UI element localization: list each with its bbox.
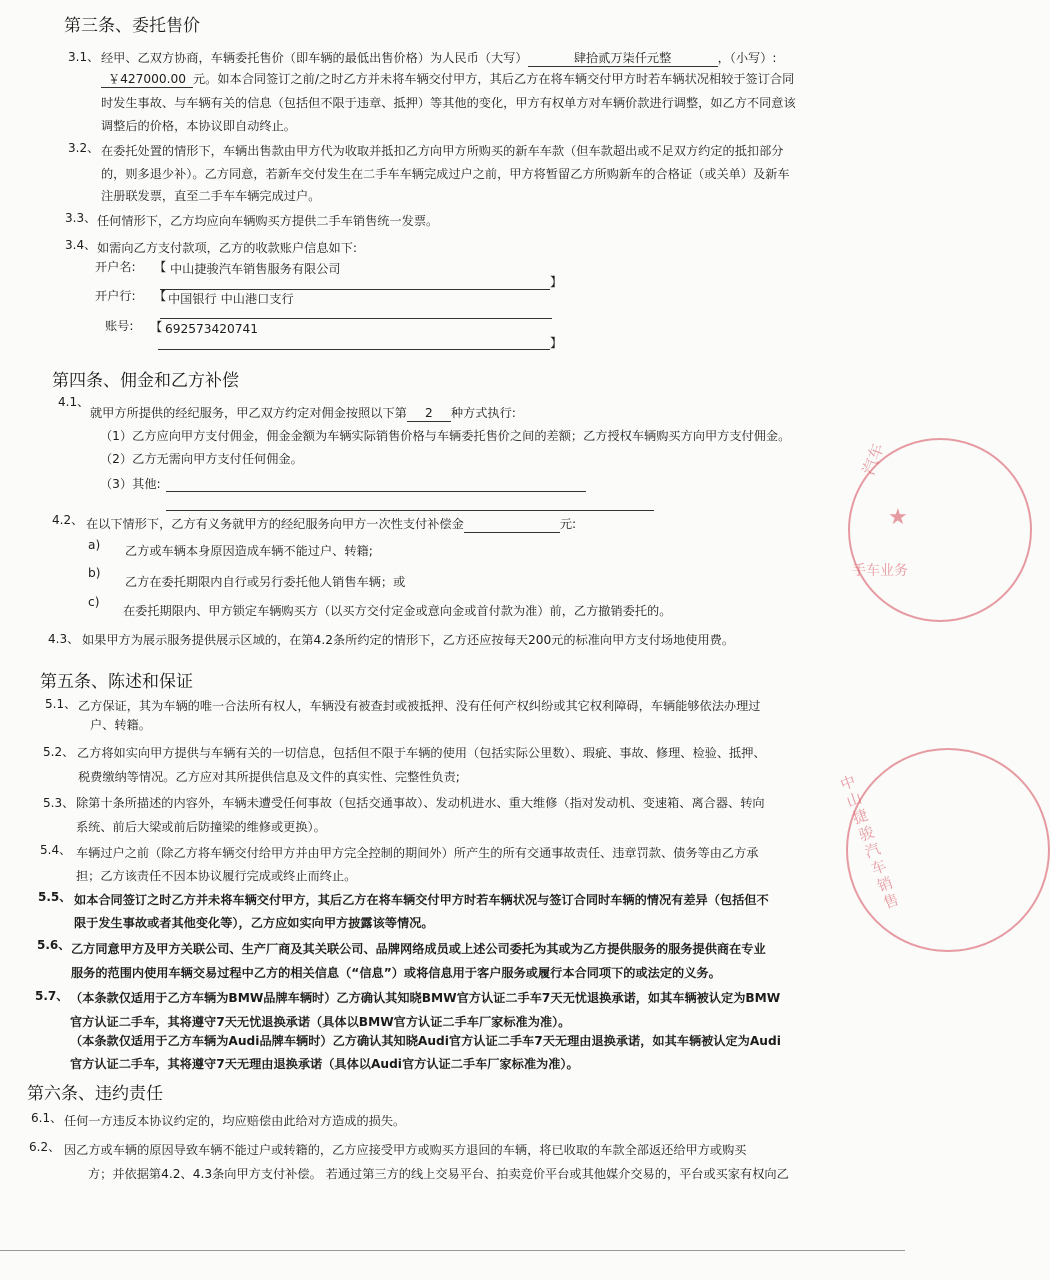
bank-value: 中国银行 中山港口支行	[168, 292, 294, 306]
item-c-label: c)	[88, 595, 100, 609]
clause-5-5-num: 5.5、	[38, 890, 72, 904]
clause-5-4-line1: 车辆过户之前（除乙方将车辆交付给甲方并由甲方完全控制的期间外）所产生的所有交通事故责任、违章罚款、债务等由乙方承	[76, 846, 759, 860]
clause-5-1-line1: 乙方保证，其为车辆的唯一合法所有权人，车辆没有被查封或被抵押、没有任何产权纠纷或其它权利障碍，车辆能够依法办理过	[78, 699, 761, 713]
clause-5-6-line2: 服务的范围内使用车辆交易过程中乙方的相关信息（“信息”）或将信息用于客户服务或履行本合同项下的或法定的义务。	[71, 966, 721, 980]
item-a-text: 乙方或车辆本身原因造成车辆不能过户、转籍;	[125, 544, 373, 558]
seal-star-icon: ★	[888, 505, 908, 530]
clause-4-1-text-a: 就甲方所提供的经纪服务，甲乙双方约定对佣金按照以下第	[90, 406, 407, 420]
clause-3-2-num: 3.2、	[68, 141, 100, 155]
clause-5-7-line3: （本条款仅适用于乙方车辆为Audi品牌车辆时）乙方确认其知晓Audi官方认证二手车7天无理由退换承诺，如其车辆被认定为Audi	[70, 1034, 781, 1048]
clause-5-1-line2: 户、转籍。	[90, 718, 151, 732]
clause-3-1-text-2: 元。如本合同签订之前/之时乙方并未将车辆交付甲方，其后乙方在将车辆交付甲方时若车辆状况相较于签订合同	[193, 72, 795, 86]
clause-6-1-num: 6.1、	[31, 1111, 63, 1125]
clause-3-2-line2: 的，则多退少补）。乙方同意，若新车交付发生在二手车车辆完成过户之前，甲方将暂留乙方所购新车的合格证（或关单）及新车	[101, 167, 790, 181]
page-bottom-edge	[0, 1250, 905, 1251]
clause-4-3-num: 4.3、	[48, 632, 80, 646]
section-5-heading: 第五条、陈述和保证	[40, 672, 193, 692]
clause-6-2-num: 6.2、	[29, 1140, 61, 1154]
section-6-heading: 第六条、违约责任	[27, 1084, 163, 1104]
section-3-heading: 第三条、委托售价	[64, 16, 200, 36]
item-a-label: a)	[88, 538, 101, 552]
seal-top-text-b: 手车业务	[852, 563, 908, 579]
clause-5-2-line2: 税费缴纳等情况。乙方应对其所提供信息及文件的真实性、完整性负责;	[78, 770, 460, 784]
account-name-value: 中山捷骏汽车销售服务有限公司	[170, 262, 341, 276]
account-no-bracket-close: 】	[550, 336, 563, 350]
account-name-bracket-close: 】	[550, 275, 563, 289]
clause-4-1-line1	[90, 406, 516, 422]
clause-4-1-text-b: 种方式执行:	[450, 406, 516, 420]
clause-4-2-text-b: 元:	[559, 517, 577, 531]
compensation-amount	[464, 517, 560, 533]
clause-5-6-num: 5.6、	[37, 938, 71, 952]
clause-3-1-text-a: 经甲、乙双方协商，车辆委托售价（即车辆的最低出售价格）为人民币（大写）	[101, 51, 528, 65]
account-name-underline	[160, 289, 550, 290]
clause-3-1-line2	[101, 72, 794, 88]
clause-3-1-num: 3.1、	[68, 50, 100, 64]
clause-5-4-line2: 担；乙方该责任不因本协议履行完成或终止而终止。	[76, 869, 357, 883]
section-4-heading: 第四条、佣金和乙方补偿	[52, 371, 239, 391]
account-no-bracket-open: 【	[150, 320, 163, 334]
account-no-label: 账号:	[105, 319, 134, 333]
bank-underline	[160, 318, 552, 319]
account-no-underline	[158, 349, 550, 350]
clause-6-2-line1: 因乙方或车辆的原因导致车辆不能过户或转籍的，乙方应接受甲方或购买方退回的车辆，将已收取的车款全部返还给甲方或购买	[64, 1143, 747, 1157]
clause-3-2-line1: 在委托处置的情形下，车辆出售款由甲方代为收取并抵扣乙方向甲方所购买的新车车款（但车款超出或不足双方约定的抵扣部分	[101, 144, 784, 158]
clause-3-1-line3: 时发生事故、与车辆有关的信息（包括但不限于违章、抵押）等其他的变化，甲方有权单方对车辆价款进行调整，如乙方不同意该	[101, 96, 796, 110]
bank-bracket-open: 【	[154, 289, 167, 303]
bank-label: 开户行:	[95, 289, 136, 303]
clause-5-2-line1: 乙方将如实向甲方提供与车辆有关的一切信息，包括但不限于车辆的使用（包括实际公里数）、瑕疵、事故、修理、检验、抵押、	[77, 746, 766, 760]
clause-3-3-line1: 任何情形下，乙方均应向车辆购买方提供二手车销售统一发票。	[97, 214, 439, 228]
clause-3-1-line4: 调整后的价格，本协议即自动终止。	[101, 119, 296, 133]
seal-top-text-a: 汽车	[858, 440, 888, 478]
clause-3-4-line1: 如需向乙方支付款项，乙方的收款账户信息如下:	[97, 241, 358, 255]
clause-5-3-line1: 除第十条所描述的内容外，车辆未遭受任何事故（包括交通事故）、发动机进水、重大维修（指对发动机、变速箱、离合器、转向	[76, 796, 765, 810]
option-3-underline-2	[166, 510, 654, 511]
clause-4-2-text-a: 在以下情形下，乙方有义务就甲方的经纪服务向甲方一次性支付补偿金	[86, 517, 464, 531]
price-in-words: 肆拾贰万柒仟元整	[528, 51, 718, 67]
clause-6-2-line2: 方；并依据第4.2、4.3条向甲方支付补偿。 若通过第三方的线上交易平台、拍卖竞价平台或其他媒介交易的，平台或买家有权向乙	[88, 1167, 789, 1181]
price-in-figures: ￥427000.00	[101, 72, 193, 88]
clause-5-4-num: 5.4、	[40, 843, 72, 857]
clause-5-6-line1: 乙方同意甲方及甲方关联公司、生产厂商及其关联公司、品牌网络成员或上述公司委托为其或为乙方提供服务的服务提供商在专业	[71, 942, 766, 956]
clause-3-1-text-b: ，（小写）:	[717, 51, 777, 65]
clause-4-2-num: 4.2、	[52, 513, 84, 527]
clause-3-3-num: 3.3、	[65, 211, 97, 225]
seal-bottom-text: 中山捷骏汽车销售	[837, 771, 902, 913]
clause-5-2-num: 5.2、	[43, 745, 75, 759]
clause-4-1-num: 4.1、	[58, 395, 90, 409]
clause-5-1-num: 5.1、	[45, 697, 77, 711]
clause-6-1-line1: 任何一方违反本协议约定的，均应赔偿由此给对方造成的损失。	[64, 1114, 406, 1128]
option-3-underline-1	[166, 491, 586, 492]
clause-4-3-line1: 如果甲方为展示服务提供展示区域的，在第4.2条所约定的情形下，乙方还应按每天200元的标准向甲方支付场地使用费。	[82, 633, 735, 647]
clause-5-5-line2: 限于发生事故或者其他变化等），乙方应如实向甲方披露该等情况。	[74, 916, 434, 930]
commission-option-3: （3）其他:	[100, 477, 161, 491]
item-c-text: 在委托期限内、甲方锁定车辆购买方（以买方交付定金或意向金或首付款为准）前，乙方撤销委托的。	[123, 604, 672, 618]
item-b-text: 乙方在委托期限内自行或另行委托他人销售车辆；或	[125, 575, 406, 589]
clause-5-7-num: 5.7、	[35, 989, 69, 1003]
clause-5-3-num: 5.3、	[43, 796, 75, 810]
clause-4-2-line1	[86, 517, 576, 533]
commission-option-1: （1）乙方应向甲方支付佣金，佣金金额为车辆实际销售价格与车辆委托售价之间的差额；乙方授权车辆购买方向甲方支付佣金。	[100, 429, 791, 443]
clause-5-7-line4: 官方认证二手车，其将遵守7天无理由退换承诺（具体以Audi官方认证二手车厂家标准为准）。	[70, 1057, 579, 1071]
account-no-value: 692573420741	[165, 322, 259, 336]
clause-3-1-line1	[101, 51, 777, 67]
clause-5-7-line1: （本条款仅适用于乙方车辆为BMW品牌车辆时）乙方确认其知晓BMW官方认证二手车7天无忧退换承诺，如其车辆被认定为BMW	[70, 991, 781, 1005]
item-b-label: b)	[88, 566, 101, 580]
clause-5-3-line2: 系统、前后大梁或前后防撞梁的维修或更换）。	[76, 820, 326, 834]
commission-method-no: 2	[407, 406, 451, 422]
account-name-bracket-open: 【	[154, 260, 167, 274]
commission-option-2: （2）乙方无需向甲方支付任何佣金。	[100, 452, 303, 466]
clause-3-4-num: 3.4、	[65, 238, 97, 252]
clause-3-2-line3: 注册联发票，直至二手车车辆完成过户。	[101, 189, 321, 203]
clause-5-7-line2: 官方认证二手车，其将遵守7天无忧退换承诺（具体以BMW官方认证二手车厂家标准为准）。	[70, 1015, 571, 1029]
clause-5-5-line1: 如本合同签订之时乙方并未将车辆交付甲方，其后乙方在将车辆交付甲方时若车辆状况与签订合同时车辆的情况有差异（包括但不	[74, 893, 769, 907]
account-name-label: 开户名:	[95, 260, 136, 274]
